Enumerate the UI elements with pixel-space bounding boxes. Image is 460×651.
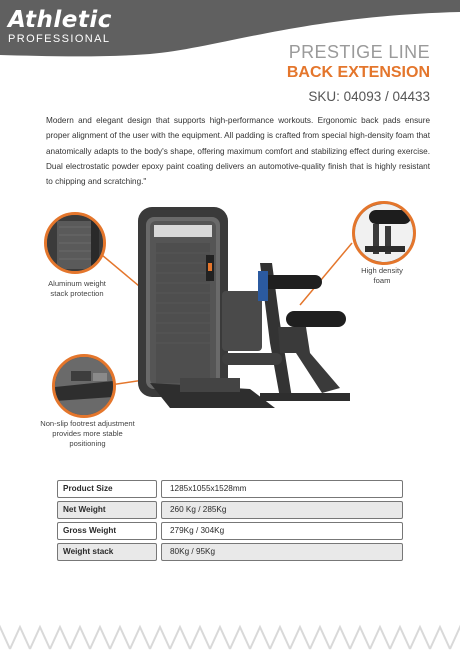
machine-image xyxy=(110,203,360,413)
product-title: BACK EXTENSION xyxy=(286,64,430,81)
spec-row xyxy=(57,543,403,561)
spec-value: 279Kg / 304Kg xyxy=(161,522,403,540)
spec-label: Net Weight xyxy=(57,501,157,519)
spec-label: Weight stack xyxy=(57,543,157,561)
spec-row xyxy=(57,522,403,540)
brand-subtitle: PROFESSIONAL xyxy=(8,33,111,45)
spec-label: Product Size xyxy=(57,480,157,498)
feature-caption-footrest: Non-slip footrest adjustment provides more stable positioning xyxy=(40,419,135,448)
spec-value: 1285x1055x1528mm xyxy=(161,480,403,498)
footer-pattern xyxy=(0,623,460,651)
spec-label: Gross Weight xyxy=(57,522,157,540)
spec-value: 80Kg / 95Kg xyxy=(161,543,403,561)
feature-caption-foam: High density foam xyxy=(361,266,403,285)
feature-zoom-footrest xyxy=(52,354,116,418)
feature-caption-weight-stack: Aluminum weight stack protection xyxy=(48,279,106,298)
spec-row xyxy=(57,480,403,498)
spec-table xyxy=(57,480,403,564)
spec-row xyxy=(57,501,403,519)
product-description: Modern and elegant design that supports high-performance workouts. Ergonomic back pads ensure proper alignment of the user with the equipment. All padding is crafted from special high-density foam that anatomically adapts to the body's shape, offering maximum comfort and stabilizing effect during exercise. Dual electrostatic powder epoxy paint coating delivers an automotive-quality finish that is highly resistant to chipping and scratching." xyxy=(46,116,430,187)
product-sku: SKU: 04093 / 04433 xyxy=(308,89,430,104)
feature-zoom-weight-stack xyxy=(44,212,106,274)
feature-zoom-foam xyxy=(352,201,416,265)
product-line: PRESTIGE LINE xyxy=(288,42,430,62)
brand-logo: Athletic xyxy=(8,7,112,33)
spec-value: 260 Kg / 285Kg xyxy=(161,501,403,519)
